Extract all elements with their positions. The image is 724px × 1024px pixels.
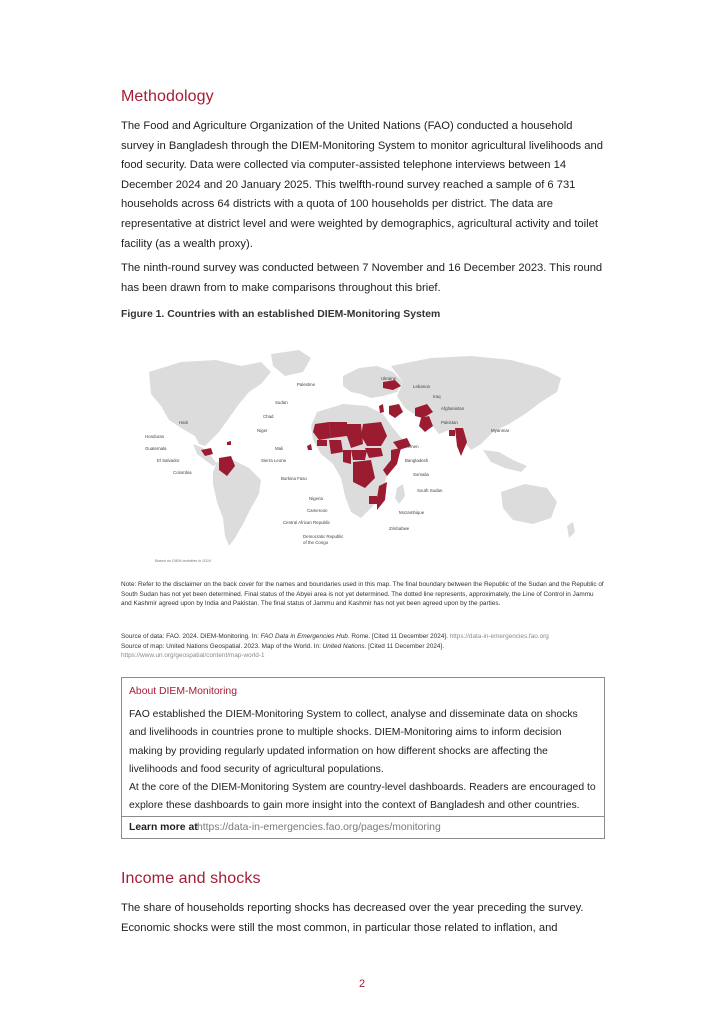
income-shocks-heading: Income and shocks — [121, 870, 261, 887]
label-chad: Chad — [263, 414, 274, 419]
source-data-prefix: Source of data: FAO. 2024. DIEM-Monitoring. In: — [121, 633, 261, 640]
country-bangladesh — [449, 430, 455, 436]
source-of-data — [121, 632, 605, 642]
map-based-on-note: Based on DIEM activities in 2024 — [155, 559, 211, 563]
label-somalia: Somalia — [413, 472, 429, 477]
learn-more-link[interactable]: https://data-in-emergencies.fao.org/pages/monitoring — [197, 822, 441, 833]
label-niger: Niger — [257, 428, 268, 433]
land-new-zealand — [567, 522, 575, 538]
source-data-link[interactable]: https://data-in-emergencies.fao.org — [449, 633, 549, 640]
country-cameroon — [343, 450, 351, 464]
source-map-suffix: . [Cited 11 December 2024]. — [364, 642, 445, 650]
label-yemen: Yemen — [405, 444, 419, 449]
page-number: 2 — [358, 978, 366, 990]
land-masses — [149, 350, 575, 546]
label-burkina-faso: Burkina Faso — [281, 476, 307, 481]
label-south-sudan: South Sudan — [417, 488, 443, 493]
country-haiti — [227, 441, 231, 445]
source-of-map — [121, 642, 605, 652]
label-colombia: Colombia — [173, 470, 192, 475]
label-pakistan: Pakistan — [441, 420, 458, 425]
income-shocks-paragraph: The share of households reporting shocks has decreased over the year preceding the survey. Economic shocks were still the most common, in particular those related to inflation, and — [121, 902, 584, 934]
about-diem-paragraph-1: FAO established the DIEM-Monitoring System to collect, analyse and disseminate data on shocks and livelihoods in countries prone to multiple shocks. DIEM-Monitoring aims to inform decision making by providing regularly updated information on how different shocks are affecting the livelihoods and food security of agricultural populations. — [129, 709, 578, 776]
country-sierra-leone — [307, 444, 312, 450]
label-zimbabwe: Zimbabwe — [389, 526, 410, 531]
learn-more-row — [122, 816, 604, 839]
source-map-prefix: Source of map: United Nations Geospatial. 2023. Map of the World. In: — [121, 642, 323, 650]
land-asia — [391, 356, 561, 450]
land-greenland — [271, 350, 311, 376]
label-drc-line-2: of the Congo — [303, 540, 329, 545]
about-diem-box — [121, 677, 605, 839]
label-el-salvador: El Salvador — [157, 458, 180, 463]
label-car: Central African Republic — [283, 520, 331, 525]
land-madagascar — [395, 484, 405, 504]
label-palestine: Palestine — [297, 382, 316, 387]
land-australia — [501, 484, 557, 524]
source-data-title: FAO Data in Emergencies Hub — [260, 633, 348, 640]
methodology-heading: Methodology — [121, 88, 214, 105]
land-africa — [311, 404, 403, 518]
source-map-title: United Nations — [322, 642, 365, 650]
world-map — [121, 332, 605, 572]
country-iraq — [389, 404, 403, 418]
label-mozambique: Mozambique — [399, 510, 425, 515]
source-data-suffix: . Rome. [Cited 11 December 2024]. — [347, 633, 450, 640]
country-car — [351, 450, 367, 460]
label-ukraine: Ukraine — [381, 376, 397, 381]
country-nigeria — [329, 440, 343, 454]
land-south-america — [213, 460, 261, 546]
label-haiti: Haiti — [179, 420, 188, 425]
label-iraq: Iraq — [433, 394, 441, 399]
label-sierra-leone: Sierra Leone — [261, 458, 287, 463]
label-drc-line-1: Democratic Republic — [303, 534, 344, 539]
methodology-paragraph-1: The Food and Agriculture Organization of the United Nations (FAO) conducted a household survey in Bangladesh through the DIEM-Monitoring System to monitor agricultural livelihoods and food security. Data were collected via computer-assisted telephone interviews between 14 December 2024 and 20 January 2025. This twelfth-round survey reached a sample of 6 731 households across 64 districts with a quota of 100 households per district. The data are representative at district level and were weighted by demographics, agricultural activity and toilet facility (as a wealth proxy). — [121, 120, 603, 250]
label-sudan: Sudan — [275, 400, 288, 405]
label-afghanistan: Afghanistan — [441, 406, 465, 411]
label-mali: Mali — [275, 446, 284, 451]
country-niger — [329, 422, 347, 438]
methodology-paragraph-2: The ninth-round survey was conducted between 7 November and 16 December 2023. This round has been drawn from to make comparisons throughout this brief. — [121, 262, 603, 294]
map-sources — [121, 632, 605, 661]
label-nigeria: Nigeria — [309, 496, 323, 501]
about-diem-paragraph-2: At the core of the DIEM-Monitoring System are country-level dashboards. Readers are encouraged to explore these dashboards to gain more insight into the context of Bangladesh and other countries. — [129, 782, 596, 812]
learn-more-label: Learn more at — [129, 822, 198, 833]
label-cameroon: Cameroon — [307, 508, 328, 513]
label-lebanon: Lebanon — [413, 384, 431, 389]
label-myanmar: Myanmar — [491, 428, 510, 433]
country-lebanon-palestine — [379, 404, 384, 413]
figure-caption: Figure 1. Countries with an established DIEM-Monitoring System — [121, 309, 441, 320]
map-disclaimer-note: Note: Refer to the disclaimer on the back cover for the names and boundaries used in this map. The final boundary between the Republic of the Sudan and the Republic of South Sudan has not yet been determined. Final status of the Abyei area is not yet determined. The dotted line represents, approximately, the Line of Control in Jammu and Kashmir agreed upon by India and Pakistan. The final status of Jammu and Kashmir has not yet been agreed upon by the parties. — [121, 581, 604, 607]
country-burkina-faso — [317, 440, 327, 446]
land-southeast-asia — [483, 450, 527, 472]
about-diem-heading: About DIEM-Monitoring — [129, 686, 237, 697]
country-zimbabwe — [369, 496, 377, 504]
label-honduras: Honduras — [145, 434, 165, 439]
land-north-america — [149, 360, 271, 446]
label-guatemala: Guatemala — [145, 446, 167, 451]
source-map-link[interactable]: https://www.un.org/geospatial/content/map-world-1 — [121, 652, 265, 659]
label-bangladesh: Bangladesh — [405, 458, 429, 463]
